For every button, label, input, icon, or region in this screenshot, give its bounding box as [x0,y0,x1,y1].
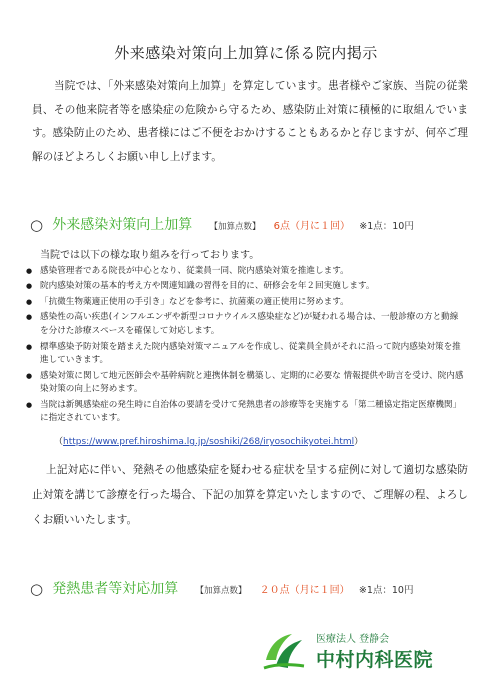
bullet-icon: ● [26,282,33,291]
reference-url: （https://www.pref.hiroshima.lg.jp/soshiki/268/iryosochikyotei.html） [54,437,364,447]
section-header-infection-control [30,214,414,234]
bullet-icon: ● [26,313,33,322]
points-note: ※1点：10円 [359,221,414,232]
circle-icon: ○ [30,216,44,234]
list-item: ● 感染対策に関して地元医師会や基幹病院と連携体制を構築し、定期的に必要な 情報提供や助言を受け、院内感染対策の向上に努めます。 [26,370,464,395]
bullet-icon: ● [26,297,33,306]
page-title: 外来感染対策向上加算に係る院内掲示 [114,44,378,62]
bullet-icon: ● [26,267,33,275]
list-item: ● 感染管理者である院長が中心となり、従業員一同、院内感染対策を推進します。 [26,265,466,279]
list-item: ● 当院は新興感染症の発生時に自治体の要請を受けて発熱患者の診療等を実施する「第二種協定指定医療機関」に指定されています。 [26,399,462,424]
list-item: ● 「抗微生物薬適正使用の手引き」などを参考に、抗菌薬の適正使用に努めます。 [26,296,466,310]
measures-lead: 当院では以下の様な取り組みを行っております。 [40,250,260,261]
fever-paragraph: 上記対応に伴い、発熱その他感染症を疑わせる症状を呈する症例に対して適切な感染防止対策を講じて診療を行った場合、下記の加算を算定いたしますので、ご理解の程、よろしくお願いいたします。 [32,464,468,526]
clinic-logo [262,630,472,672]
section-header-fever-patients [30,578,413,598]
clinic-name: 中村内科医院 [316,649,434,671]
bullet-icon: ● [26,371,33,380]
reference-link[interactable]: https://www.pref.hiroshima.lg.jp/soshiki/268/iryosochikyotei.html [63,437,355,447]
intro-paragraph: 当院では、「外来感染対策向上加算」を算定しています。患者様やご家族、当院の従業員、その他来院者等を感染症の危険から守るため、感染防止対策に積極的に取組んでいます。感染防止のため、患者様にはご不便をおかけすることもあるかと存じますが、何卒ご理解のほどよろしくお願い申し上げます。 [32,80,468,163]
list-item: ● 標準感染予防対策を踏まえた院内感染対策マニュアルを作成し、従業員全員がそれに沿って院内感染対策を推進していきます。 [26,341,461,366]
circle-icon: ○ [30,580,44,598]
bullet-icon: ● [26,342,33,351]
section-title: 外来感染対策向上加算 [52,217,193,233]
points-note: ※1点：10円 [358,585,414,596]
clinic-logo-mark-icon [262,630,306,672]
list-item: ● 感染性の高い疾患(インフルエンザや新型コロナウイルス感染症など)が疑われる場合は、一般診療の方と動線を分けた診療スペースを確保して対応します。 [26,312,459,337]
points-label: 【加算点数】 [195,586,247,596]
points-label: 【加算点数】 [209,222,261,232]
measures-list [26,265,466,428]
points-value: 6点（月に１回） [273,221,351,232]
corporation-name: 医療法人 登静会 [316,634,390,645]
section-title: 発熱患者等対応加算 [52,581,179,597]
points-value: ２０点（月に１回） [259,585,350,596]
list-item: ● 院内感染対策の基本的考え方や関連知識の習得を目的に、研修会を年２回実施します。 [26,280,466,294]
bullet-icon: ● [26,400,33,409]
